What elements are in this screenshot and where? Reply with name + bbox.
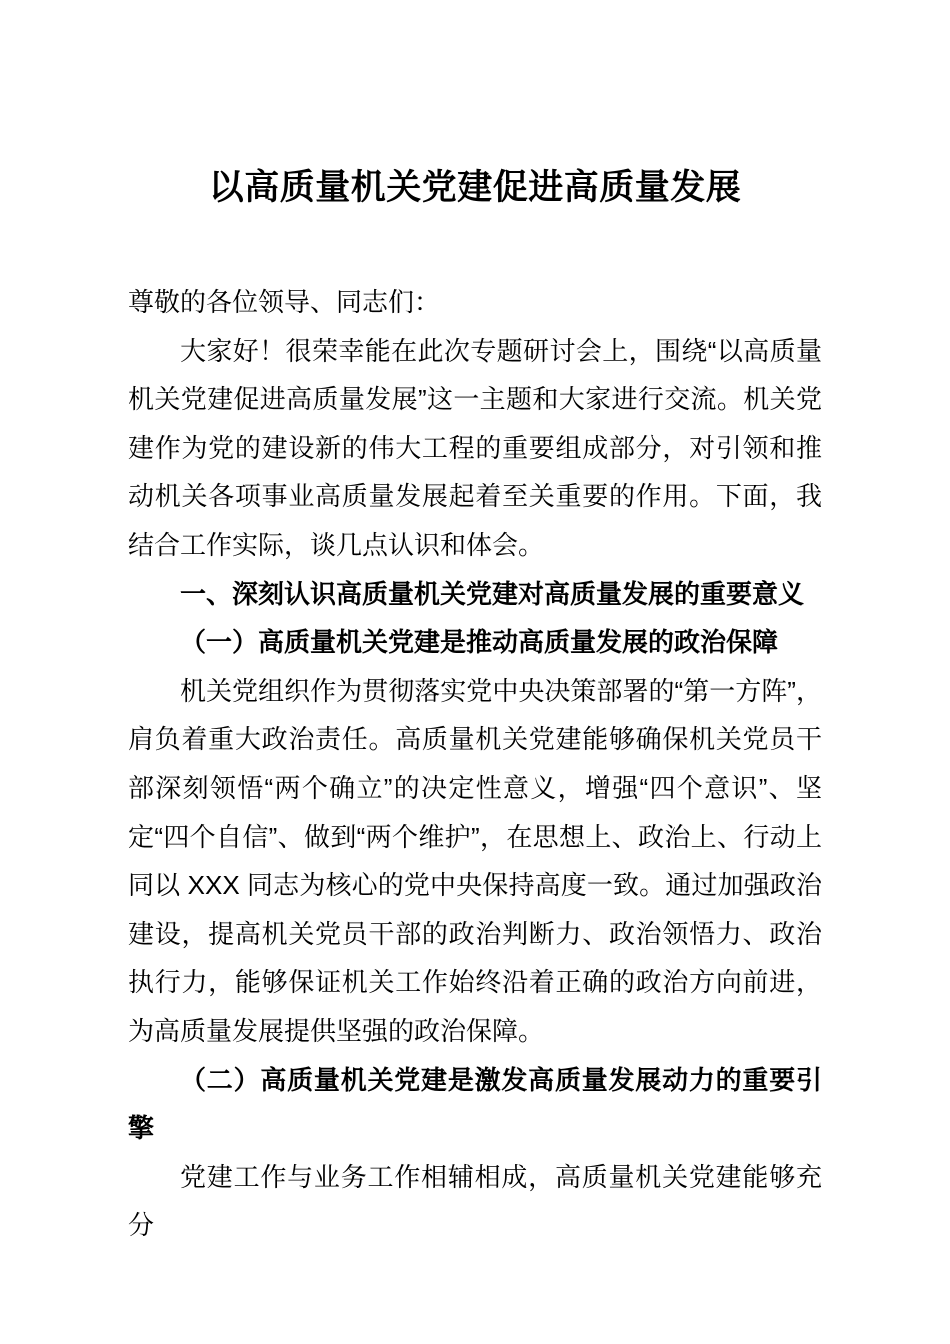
document-title: 以高质量机关党建促进高质量发展 [208,168,742,207]
salutation-line: 尊敬的各位领导、同志们： [128,287,441,317]
heading-subsection-one: （一）高质量机关党建是推动高质量发展的政治保障 [180,627,779,658]
paragraph-engine-intro: 党建工作与业务工作相辅相成，高质量机关党建能够充分 [128,1161,822,1241]
paragraph-introduction: 大家好！很荣幸能在此次专题研讨会上，围绕“以高质量机关党建促进高质量发展”这一主题和大家进行交流。机关党建作为党的建设新的伟大工程的重要组成部分，对引领和推动机关各项事业高质量发展起着至关重要的作用。下面，我结合工作实际，谈几点认识和体会。 [128,335,822,560]
paragraph-political-guarantee: 机关党组织作为贯彻落实党中央决策部署的“第一方阵”，肩负着重大政治责任。高质量机关党建能够确保机关党员干部深刻领悟“两个确立”的决定性意义，增强“四个意识”、坚定“四个自信”、做到“两个维护”，在思想上、政治上、行动上同以 XXX 同志为核心的党中央保持高度一致。通过加强政治建设，提高机关党员干部的政治判断力、政治领悟力、政治执行力，能够保证机关工作始终沿着正确的政治方向前进，为高质量发展提供坚强的政治保障。 [128,675,822,1046]
heading-subsection-two: （二）高质量机关党建是激发高质量发展动力的重要引擎 [128,1064,822,1144]
heading-section-one: 一、深刻认识高质量机关党建对高质量发展的重要意义 [180,578,805,609]
